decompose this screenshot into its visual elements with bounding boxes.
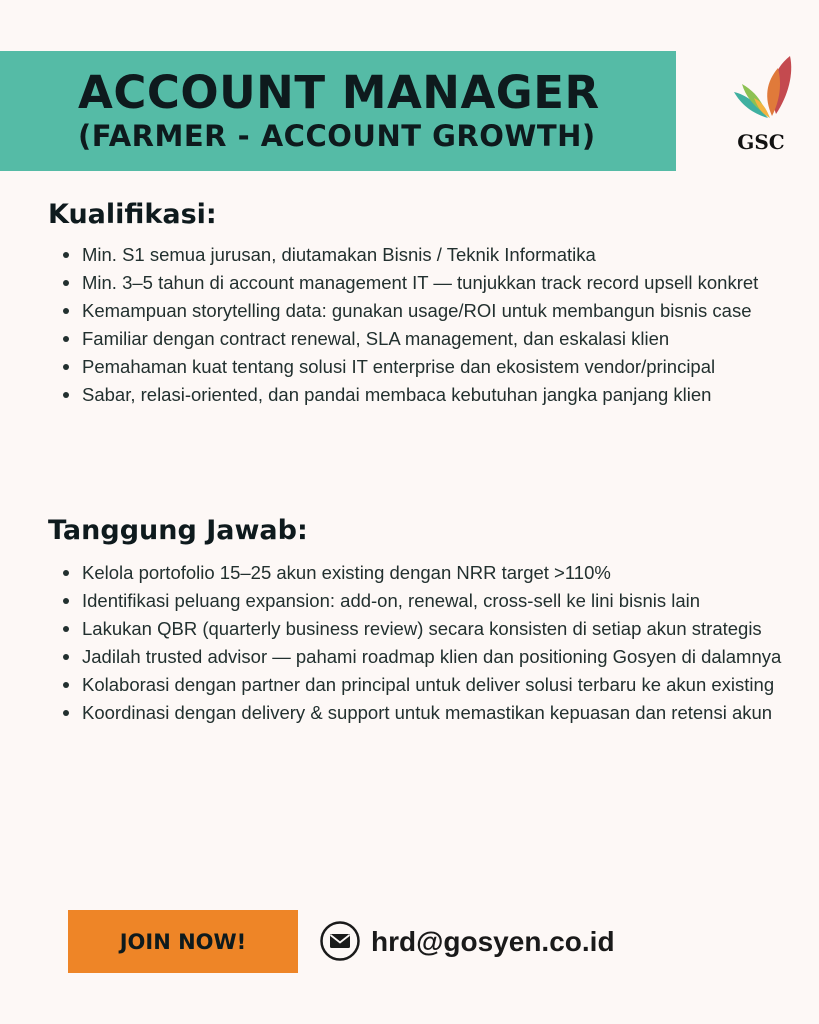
join-now-button[interactable] <box>68 910 298 973</box>
list-item: Jadilah trusted advisor — pahami roadmap klien dan positioning Gosyen di dalamnya <box>58 643 788 671</box>
list-item: Lakukan QBR (quarterly business review) secara konsisten di setiap akun strategis <box>58 615 788 643</box>
list-item: Identifikasi peluang expansion: add-on, renewal, cross-sell ke lini bisnis lain <box>58 587 788 615</box>
responsibilities-list <box>58 559 788 727</box>
list-item: Koordinasi dengan delivery & support untuk memastikan kepuasan dan retensi akun <box>58 699 788 727</box>
envelope-icon[interactable] <box>320 921 360 961</box>
logo-text: GSC <box>737 130 785 154</box>
gsc-leaf-logo-icon <box>728 52 798 126</box>
list-item: Kemampuan storytelling data: gunakan usage/ROI untuk membangun bisnis case <box>58 297 788 325</box>
qualifications-heading: Kualifikasi: <box>48 199 217 230</box>
list-item: Min. 3–5 tahun di account management IT — tunjukkan track record upsell konkret <box>58 269 788 297</box>
page-title: ACCOUNT MANAGER <box>78 66 600 119</box>
page-subtitle: (FARMER - ACCOUNT GROWTH) <box>78 119 596 153</box>
contact-email-link[interactable]: hrd@gosyen.co.id <box>371 926 615 957</box>
list-item: Sabar, relasi-oriented, dan pandai membaca kebutuhan jangka panjang klien <box>58 381 788 409</box>
list-item: Pemahaman kuat tentang solusi IT enterprise dan ekosistem vendor/principal <box>58 353 788 381</box>
responsibilities-heading: Tanggung Jawab: <box>48 515 308 546</box>
qualifications-list <box>58 241 788 409</box>
join-now-label: JOIN NOW! <box>119 929 247 954</box>
list-item: Familiar dengan contract renewal, SLA management, dan eskalasi klien <box>58 325 788 353</box>
list-item: Kolaborasi dengan partner dan principal untuk deliver solusi terbaru ke akun existing <box>58 671 788 699</box>
list-item: Kelola portofolio 15–25 akun existing dengan NRR target >110% <box>58 559 788 587</box>
list-item: Min. S1 semua jurusan, diutamakan Bisnis / Teknik Informatika <box>58 241 788 269</box>
